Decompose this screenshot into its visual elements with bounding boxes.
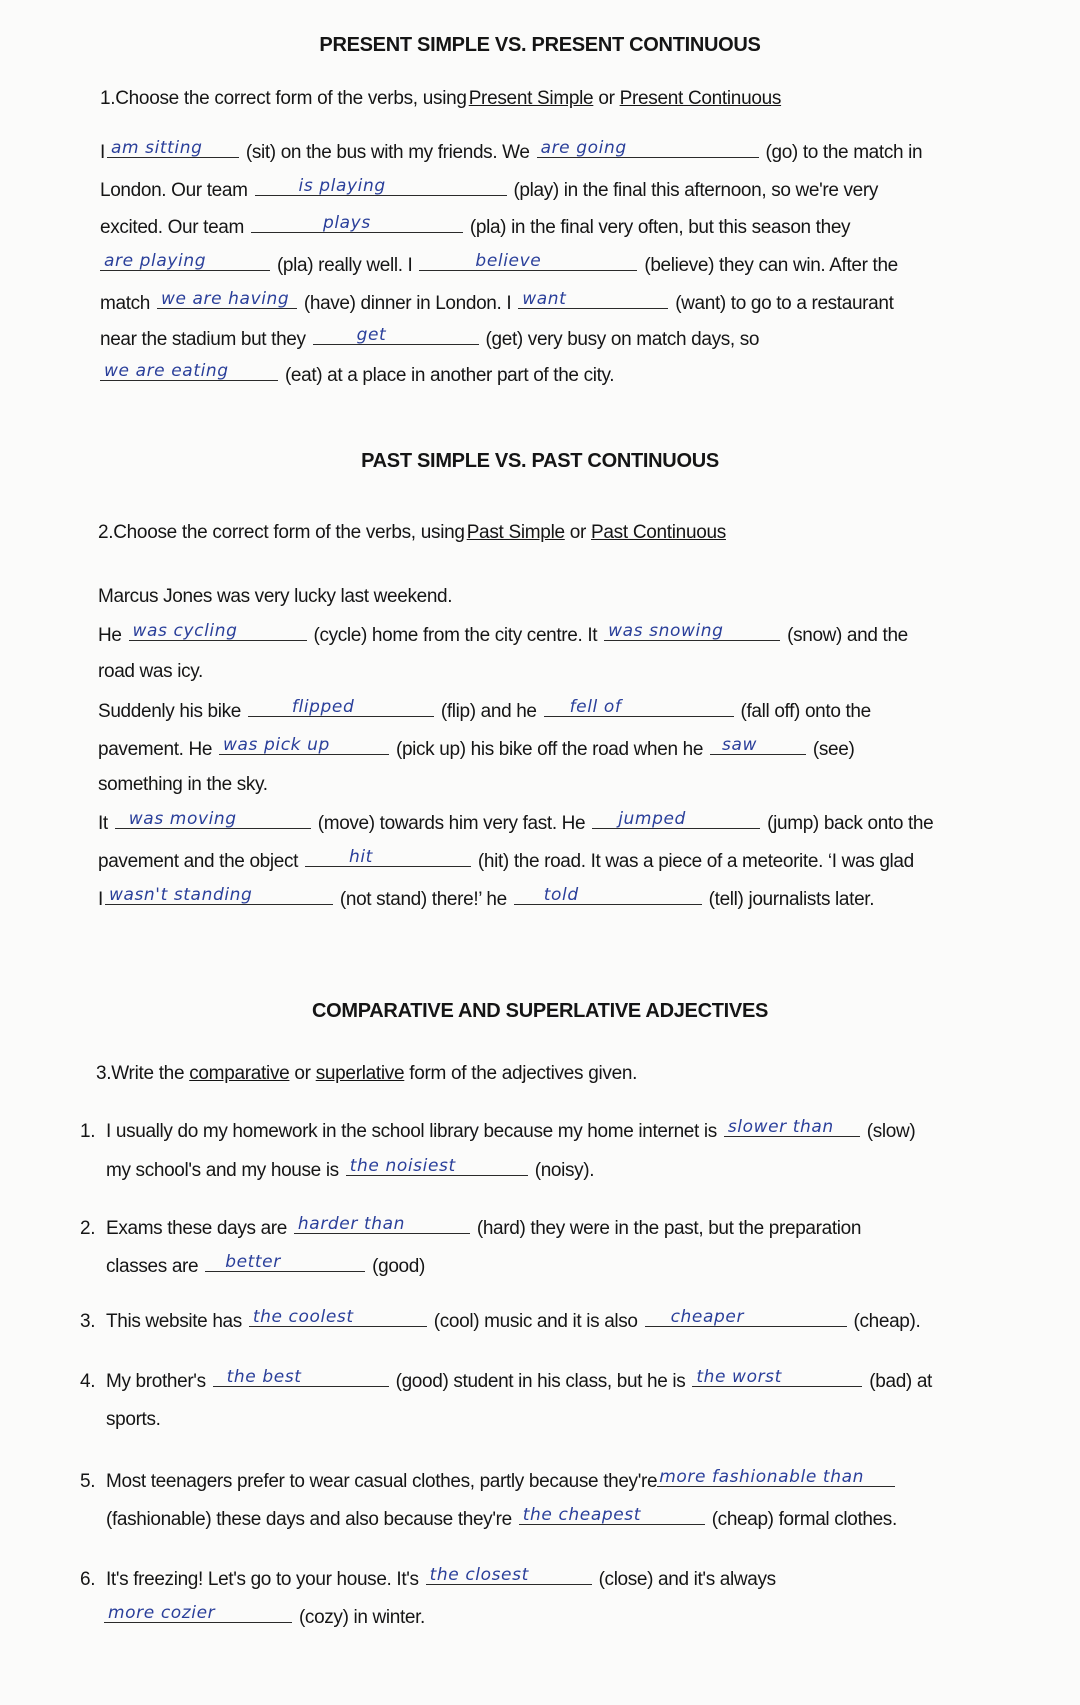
instruction-term: comparative xyxy=(189,1063,290,1084)
handwritten-answer: slower than xyxy=(727,1117,834,1137)
exercise-line xyxy=(106,1253,425,1279)
line-text: (snow) and the xyxy=(787,625,908,646)
answer-blank[interactable] xyxy=(157,290,297,309)
handwritten-answer: are playing xyxy=(104,251,207,271)
section1-title: PRESENT SIMPLE VS. PRESENT CONTINUOUS xyxy=(319,34,761,56)
exercise-line xyxy=(98,810,933,836)
exercise-item xyxy=(80,1368,932,1394)
line-text: (fall off) onto the xyxy=(740,701,871,722)
handwritten-answer: are going xyxy=(540,138,627,158)
handwritten-answer: was moving xyxy=(128,809,237,829)
handwritten-answer: the worst xyxy=(696,1367,782,1387)
exercise-line xyxy=(100,252,898,278)
handwritten-answer: want xyxy=(522,289,567,309)
line-text: (want) to go to a restaurant xyxy=(675,293,894,314)
section3-instruction xyxy=(96,1063,637,1085)
answer-blank[interactable] xyxy=(107,139,239,158)
handwritten-answer: told xyxy=(543,885,579,905)
handwritten-answer: believe xyxy=(475,251,542,271)
answer-blank[interactable] xyxy=(115,810,311,829)
line-text: Exams these days are xyxy=(106,1218,287,1239)
answer-blank[interactable] xyxy=(205,1253,365,1272)
line-text: It's freezing! Let's go to your house. It's xyxy=(106,1569,419,1590)
handwritten-answer: harder than xyxy=(297,1214,405,1234)
instruction-term: Present Simple xyxy=(468,88,594,109)
answer-blank[interactable] xyxy=(129,622,307,641)
exercise-item xyxy=(80,1215,861,1241)
instruction-term: Past Simple xyxy=(466,522,565,543)
answer-blank[interactable] xyxy=(213,1368,389,1387)
exercise-line xyxy=(98,736,854,762)
handwritten-answer: flipped xyxy=(291,697,355,717)
answer-blank[interactable] xyxy=(251,214,463,233)
line-text: classes are xyxy=(106,1256,199,1277)
line-text: (noisy). xyxy=(534,1160,595,1181)
handwritten-answer: was pick up xyxy=(223,735,330,755)
handwritten-answer: we are eating xyxy=(104,361,229,381)
exercise-line xyxy=(98,660,203,684)
answer-blank[interactable] xyxy=(710,736,806,755)
handwritten-answer: the cheapest xyxy=(522,1505,642,1525)
answer-blank[interactable] xyxy=(105,886,333,905)
handwritten-answer: more fashionable than xyxy=(659,1467,864,1487)
line-text: (slow) xyxy=(866,1121,916,1142)
item-number: 2. xyxy=(80,1218,96,1239)
handwritten-answer: we are having xyxy=(160,289,290,309)
instruction-or: or xyxy=(569,522,587,543)
line-text: (pla) in the final very often, but this season they xyxy=(469,217,851,238)
handwritten-answer: the best xyxy=(226,1367,302,1387)
line-text: (move) towards him very fast. He xyxy=(317,813,586,834)
exercise-line xyxy=(100,362,614,388)
answer-blank[interactable] xyxy=(346,1157,528,1176)
exercise-line xyxy=(98,698,871,724)
line-text: (pick up) his bike off the road when he xyxy=(395,739,704,760)
instruction-or: or xyxy=(598,88,615,109)
line-text: It xyxy=(98,813,108,834)
line-text: near the stadium but they xyxy=(100,329,306,350)
handwritten-answer: wasn't standing xyxy=(108,885,253,905)
line-text: (pla) really well. I xyxy=(276,255,413,276)
exercise-line xyxy=(100,290,894,316)
answer-blank[interactable] xyxy=(544,698,734,717)
line-text: (sit) on the bus with my friends. We xyxy=(245,142,530,163)
answer-blank[interactable] xyxy=(724,1118,860,1137)
exercise-line xyxy=(106,1157,594,1183)
handwritten-answer: jumped xyxy=(618,809,686,829)
answer-blank[interactable] xyxy=(100,362,278,381)
instruction-term: Present Continuous xyxy=(619,88,782,109)
instruction-or: or xyxy=(294,1063,311,1084)
answer-blank[interactable] xyxy=(313,326,479,345)
line-text: pavement and the object xyxy=(98,851,299,872)
answer-blank[interactable] xyxy=(514,886,702,905)
line-text: excited. Our team xyxy=(100,217,244,238)
answer-blank[interactable] xyxy=(219,736,389,755)
line-text: (see) xyxy=(812,739,855,760)
line-text: (cozy) in winter. xyxy=(298,1607,425,1628)
exercise-line xyxy=(100,139,922,165)
handwritten-answer: hit xyxy=(348,847,373,867)
exercise-line xyxy=(100,177,878,203)
line-text: (bad) at xyxy=(869,1371,932,1392)
exercise-line xyxy=(106,1506,897,1532)
exercise-line xyxy=(98,886,874,912)
answer-blank[interactable] xyxy=(592,810,760,829)
line-text: (believe) they can win. After the xyxy=(644,255,898,276)
handwritten-answer: saw xyxy=(721,735,757,755)
line-text: (close) and it's always xyxy=(598,1569,776,1590)
line-text: (hard) they were in the past, but the preparation xyxy=(476,1218,862,1239)
line-text: London. Our team xyxy=(100,180,248,201)
item-number: 4. xyxy=(80,1371,96,1392)
line-text: (good) student in his class, but he is xyxy=(395,1371,686,1392)
line-text: I xyxy=(98,889,103,910)
exercise-line xyxy=(100,214,850,240)
answer-blank[interactable] xyxy=(645,1308,847,1327)
line-text: (hit) the road. It was a piece of a meteorite. ‘I was glad xyxy=(477,851,914,872)
line-text: (fashionable) these days and also because they're xyxy=(106,1509,512,1530)
section1-instruction xyxy=(100,88,781,110)
line-text: (go) to the match in xyxy=(765,142,923,163)
line-text: (tell) journalists later. xyxy=(708,889,875,910)
instruction-term: Past Continuous xyxy=(591,522,726,543)
line-text: Suddenly his bike xyxy=(98,701,241,722)
exercise-item xyxy=(80,1118,915,1144)
line-text: (get) very busy on match days, so xyxy=(485,329,760,350)
exercise-line xyxy=(98,848,914,874)
answer-blank[interactable] xyxy=(255,177,507,196)
instruction-term: superlative xyxy=(315,1063,405,1084)
line-text: (flip) and he xyxy=(440,701,537,722)
answer-blank[interactable] xyxy=(419,252,637,271)
answer-blank[interactable] xyxy=(692,1368,862,1387)
handwritten-answer: the noisiest xyxy=(349,1156,456,1176)
answer-blank[interactable] xyxy=(249,1308,427,1327)
answer-blank[interactable] xyxy=(248,698,434,717)
line-text: (have) dinner in London. I xyxy=(303,293,512,314)
handwritten-answer: the coolest xyxy=(252,1307,354,1327)
section2-title: PAST SIMPLE VS. PAST CONTINUOUS xyxy=(361,450,719,472)
handwritten-answer: better xyxy=(225,1252,281,1272)
section3-title: COMPARATIVE AND SUPERLATIVE ADJECTIVES xyxy=(311,1000,769,1022)
line-text: My brother's xyxy=(106,1371,206,1392)
answer-blank[interactable] xyxy=(518,290,668,309)
line-text: (good) xyxy=(372,1256,425,1277)
line-text: (jump) back onto the xyxy=(767,813,934,834)
section2-instruction xyxy=(98,522,726,544)
handwritten-answer: cheaper xyxy=(670,1307,745,1327)
exercise-line xyxy=(98,773,268,797)
handwritten-answer: am sitting xyxy=(110,138,203,158)
line-text: (play) in the final this afternoon, so we're very xyxy=(513,180,878,201)
exercise-line xyxy=(104,1604,425,1630)
answer-blank[interactable] xyxy=(537,139,759,158)
answer-blank[interactable] xyxy=(104,1604,292,1623)
line-text: (cheap) formal clothes. xyxy=(711,1509,897,1530)
line-text: (cool) music and it is also xyxy=(433,1311,638,1332)
answer-blank[interactable] xyxy=(657,1468,895,1487)
exercise-line xyxy=(98,585,452,609)
answer-blank[interactable] xyxy=(426,1566,592,1585)
item-number: 5. xyxy=(80,1471,96,1492)
line-text: something in the sky. xyxy=(98,774,268,795)
answer-blank[interactable] xyxy=(519,1506,705,1525)
answer-blank[interactable] xyxy=(305,848,471,867)
line-text: road was icy. xyxy=(98,661,203,682)
line-text: I xyxy=(100,142,105,163)
instruction-text: 2.Choose the correct form of the verbs, using xyxy=(98,522,465,543)
instruction-text: 1.Choose the correct form of the verbs, using xyxy=(100,88,467,109)
exercise-line xyxy=(98,622,908,648)
answer-blank[interactable] xyxy=(100,252,270,271)
handwritten-answer: fell of xyxy=(569,697,622,717)
line-text: pavement. He xyxy=(98,739,213,760)
line-text: (cycle) home from the city centre. It xyxy=(313,625,598,646)
line-text: my school's and my house is xyxy=(106,1160,339,1181)
handwritten-answer: get xyxy=(356,325,387,345)
line-text: I usually do my homework in the school library because my home internet is xyxy=(106,1121,717,1142)
item-number: 3. xyxy=(80,1311,96,1332)
exercise-line xyxy=(100,326,759,352)
exercise-item xyxy=(80,1468,897,1494)
line-text: This website has xyxy=(106,1311,242,1332)
handwritten-answer: the closest xyxy=(429,1565,529,1585)
item-number: 6. xyxy=(80,1569,96,1590)
line-text: Most teenagers prefer to wear casual clothes, partly because they're xyxy=(106,1471,658,1492)
handwritten-answer: was snowing xyxy=(608,621,724,641)
line-text: sports. xyxy=(106,1409,161,1430)
line-text: (cheap). xyxy=(853,1311,921,1332)
answer-blank[interactable] xyxy=(294,1215,470,1234)
instruction-text: 3.Write the xyxy=(96,1063,185,1084)
line-text: (not stand) there!’ he xyxy=(339,889,507,910)
answer-blank[interactable] xyxy=(604,622,780,641)
handwritten-answer: was cycling xyxy=(132,621,238,641)
exercise-line xyxy=(106,1408,161,1432)
item-number: 1. xyxy=(80,1121,96,1142)
handwritten-answer: plays xyxy=(322,213,371,233)
line-text: (eat) at a place in another part of the city. xyxy=(284,365,615,386)
exercise-item xyxy=(80,1308,920,1334)
line-text: match xyxy=(100,293,150,314)
instruction-text: form of the adjectives given. xyxy=(409,1063,638,1084)
handwritten-answer: more cozier xyxy=(108,1603,216,1623)
line-text: Marcus Jones was very lucky last weekend. xyxy=(98,586,453,607)
line-text: He xyxy=(98,625,122,646)
exercise-item xyxy=(80,1566,776,1592)
handwritten-answer: is playing xyxy=(298,176,386,196)
